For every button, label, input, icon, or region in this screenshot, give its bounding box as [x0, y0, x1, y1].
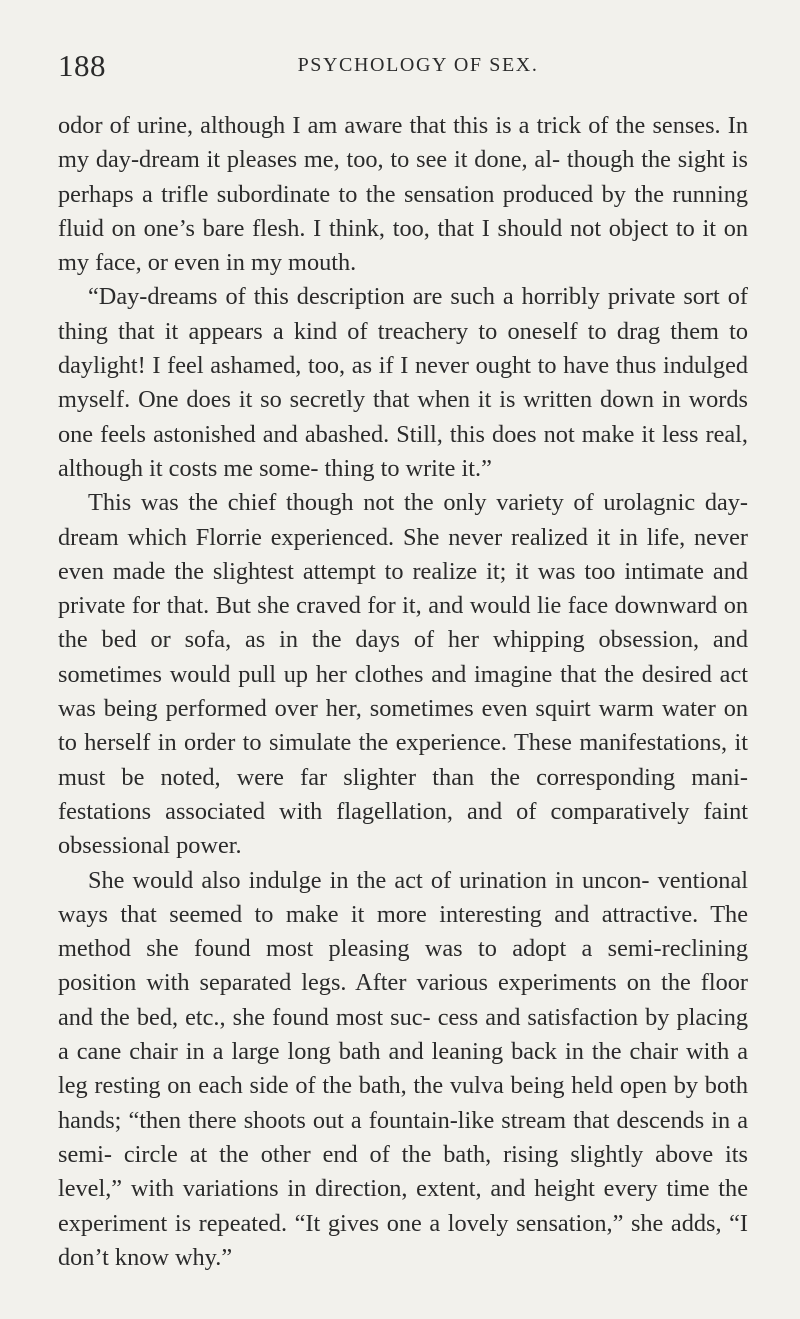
paragraph-4: She would also indulge in the act of urination in uncon- ventional ways that seemed to make it more interesting and attractive. The method she found most pleasing was to adopt a semi-reclining position with separated legs. After various experiments on the floor and the bed, etc., she found most suc- cess and satisfaction by placing a cane chair in a large long bath and leaning back in the chair with a leg resting on each side of the bath, the vulva being held open by both hands; “then there shoots out a fountain-like stream that descends in a semi- circle at the other end of the bath, rising slightly above its level,” with variations in direction, extent, and height every time the experiment is repeated. “It gives one a lovely sensation,” she adds, “I don’t know why.”: [58, 866, 748, 1271]
running-title: PSYCHOLOGY OF SEX.: [297, 54, 539, 76]
paragraph-3: This was the chief though not the only variety of urolagnic day-dream which Florrie experienced. She never realized it in life, never even made the slightest attempt to realize it; it was too intimate and private for that. But she craved for it, and would lie face downward on the bed or sofa, as in the days of her whipping obsession, and sometimes would pull up her clothes and imagine that the desired act was being performed over her, sometimes even squirt warm water on to herself in order to simulate the experience. These manifestations, it must be noted, were far slighter than the corresponding mani- festations associated with flagellation, and of comparatively faint obsessional power.: [58, 489, 748, 860]
paragraph-2: “Day-dreams of this description are such a horribly private sort of thing that it appears a kind of treachery to oneself to drag them to daylight! I feel ashamed, too, as if I never ought to have thus indulged myself. One does it so secretly that when it is written down in words one feels astonished and abashed. Still, this does not make it less real, although it costs me some- thing to write it.”: [58, 283, 748, 482]
paragraph-1: odor of urine, although I am aware that this is a trick of the senses. In my day-dream it pleases me, too, to see it done, al- though the sight is perhaps a trifle subordinate to the sensation produced by the running fluid on one’s bare flesh. I think, too, that I should not object to it on my face, or even in my mouth.: [58, 112, 748, 277]
body-text: [58, 109, 748, 1275]
page-number: 188: [58, 48, 106, 83]
page-header: [58, 48, 748, 88]
